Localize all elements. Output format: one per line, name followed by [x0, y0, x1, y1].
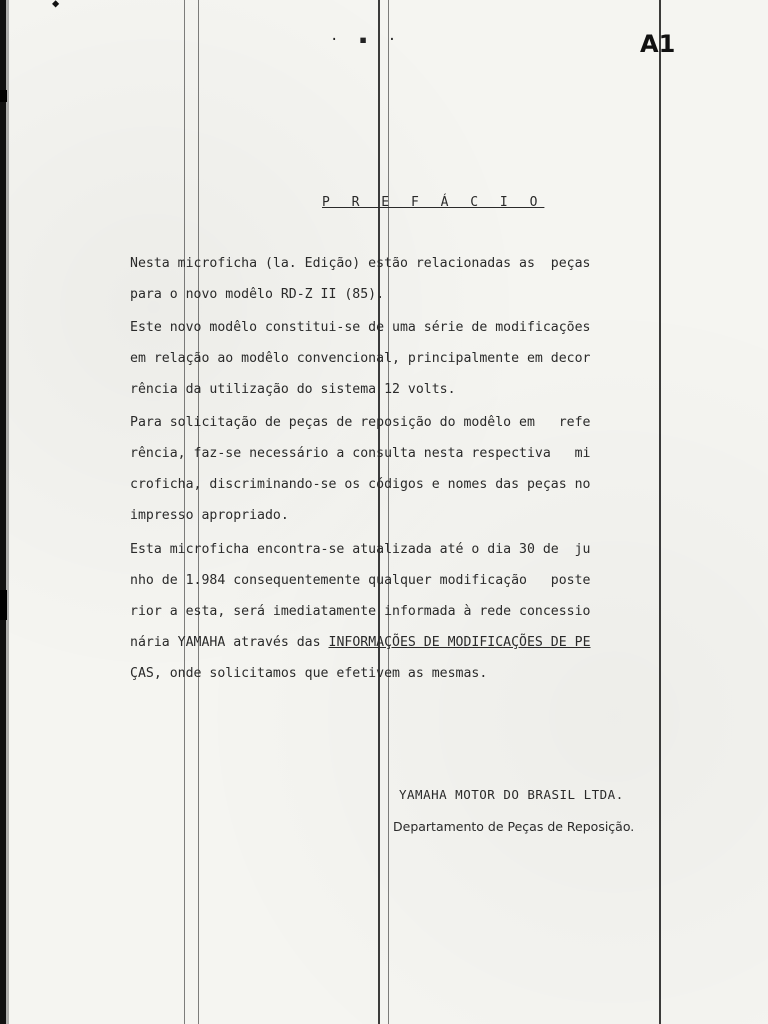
paragraph-4	[130, 534, 591, 689]
text-line: Para solicitação de peças de reposição do modêlo em refe	[130, 415, 591, 430]
scan-edge-shadow	[6, 0, 9, 1024]
text-line: Este novo modêlo constitui-se de uma série de modificações	[130, 320, 591, 335]
film-line	[659, 0, 661, 1024]
speck-marks: · ▪ ·	[330, 32, 403, 48]
speck-mark: ◆	[52, 0, 60, 10]
text-line: Nesta microficha (la. Edição) estão relacionadas as peças	[130, 256, 591, 271]
text-line: Esta microficha encontra-se atualizada até o dia 30 de ju	[130, 542, 591, 557]
text-line: para o novo modêlo RD-Z II (85).	[130, 287, 385, 302]
underlined-reference: INFORMAÇÕES DE MODIFICAÇÕES DE PE	[328, 635, 591, 650]
page-title: P R E F Á C I O	[322, 195, 545, 210]
text-line: rência, faz-se necessário a consulta nesta respectiva mi	[130, 446, 591, 461]
fiche-code: A1	[640, 30, 676, 58]
text-line: impresso apropriado.	[130, 508, 289, 523]
text-fragment: nária YAMAHA através das	[130, 635, 329, 650]
scan-edge-tick	[0, 590, 7, 620]
text-line: em relação ao modêlo convencional, principalmente em decor	[130, 351, 591, 366]
text-line: nho de 1.984 consequentemente qualquer modificação poste	[130, 573, 591, 588]
text-line: rência da utilização do sistema 12 volts.	[130, 382, 456, 397]
signature-department: Departamento de Peças de Reposição.	[393, 819, 635, 834]
paragraph-3	[130, 407, 591, 531]
text-line: rior a esta, será imediatamente informada à rede concessio	[130, 604, 591, 619]
paragraph-2	[130, 312, 591, 405]
scan-edge-tick	[0, 90, 7, 102]
signature-company: YAMAHA MOTOR DO BRASIL LTDA.	[399, 787, 624, 802]
text-line	[130, 627, 591, 658]
text-line: ÇAS, onde solicitamos que efetivem as mesmas.	[130, 666, 488, 681]
text-line: croficha, discriminando-se os códigos e nomes das peças no	[130, 477, 591, 492]
paragraph-1	[130, 248, 591, 310]
